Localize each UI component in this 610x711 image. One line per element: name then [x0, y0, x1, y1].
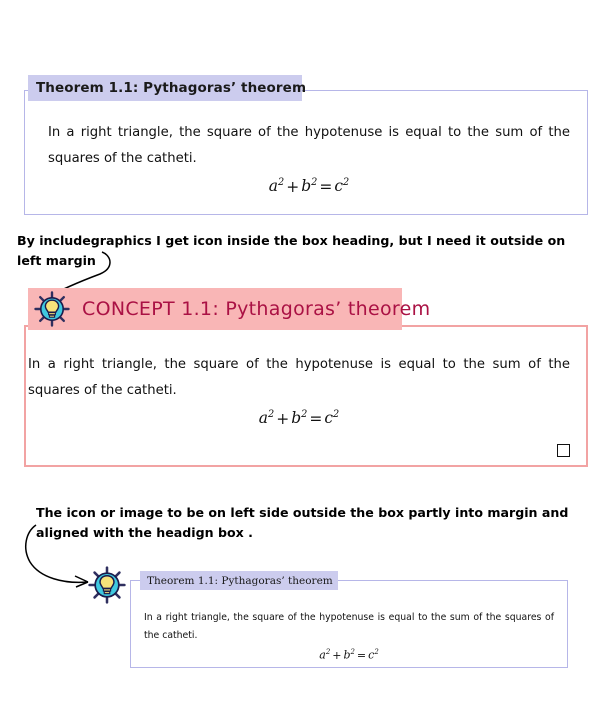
- annotation-note-1-text: By includegraphics I get icon inside the box heading, but I need it outside on left margin: [17, 233, 566, 268]
- concept-box-2-text-line-2: squares of the catheti.: [28, 382, 177, 398]
- lightbulb-idea-icon: [34, 291, 70, 327]
- formula-equals: =: [319, 177, 333, 196]
- theorem-box-3-text-line-1: In a right triangle, the square of the hypotenuse is equal to the sum of the: [144, 612, 502, 623]
- formula-term-c: c: [324, 409, 334, 428]
- formula-term-b: b: [343, 648, 351, 662]
- concept-box-2-text-line-1: In a right triangle, the square of the hypotenuse is equal to the sum of the: [28, 357, 570, 372]
- formula-exp-c: 2: [374, 648, 379, 657]
- annotation-note-2-line-1: The icon or image to be on left side outside the box partly into margin and: [36, 505, 569, 520]
- concept-box-2-heading: [28, 288, 431, 330]
- formula-exp-a: 2: [267, 409, 275, 421]
- annotation-note-2-line-2: aligned with the headign box .: [36, 524, 253, 540]
- formula-term-a: a: [319, 648, 326, 662]
- theorem-box-1-heading-label: Theorem 1.1: Pythagoras’ theorem: [36, 80, 307, 96]
- formula-exp-c: 2: [333, 409, 340, 421]
- concept-box-2-text: [28, 352, 570, 403]
- theorem-box-3-heading-label: Theorem 1.1: Pythagoras’ theorem: [147, 574, 333, 587]
- lightbulb-idea-icon-margin: [88, 566, 126, 604]
- theorem-box-1-formula: [48, 177, 570, 195]
- formula-exp-b: 2: [350, 648, 355, 657]
- theorem-box-3-text-line-2: squares of the catheti.: [144, 612, 554, 641]
- annotation-note-1: [17, 231, 593, 270]
- formula-plus: +: [276, 409, 290, 428]
- qed-end-of-proof-marker: [557, 444, 570, 457]
- formula-term-b: b: [291, 409, 302, 428]
- formula-exp-b: 2: [301, 409, 308, 421]
- formula-plus: +: [286, 177, 300, 196]
- annotation-note-2: [36, 503, 576, 542]
- concept-box-2-heading-label: CONCEPT 1.1: Pythagoras’ theorem: [82, 298, 431, 320]
- formula-exp-b: 2: [311, 177, 318, 189]
- formula-term-c: c: [368, 648, 375, 662]
- formula-exp-c: 2: [343, 177, 350, 189]
- theorem-box-3-text: [144, 609, 554, 644]
- concept-box-2-body: [28, 352, 570, 428]
- theorem-box-3-heading: [140, 571, 338, 590]
- formula-equals: =: [309, 409, 323, 428]
- theorem-box-1-text: [48, 120, 570, 171]
- formula-term-a: a: [268, 177, 278, 196]
- formula-exp-a: 2: [325, 648, 331, 657]
- formula-equals: =: [356, 648, 367, 662]
- formula-term-b: b: [301, 177, 312, 196]
- formula-term-c: c: [334, 177, 344, 196]
- theorem-box-1-heading: [28, 75, 307, 101]
- theorem-box-3-formula: [144, 648, 554, 662]
- theorem-box-1-text-line-2: squares of the catheti.: [48, 150, 197, 166]
- theorem-box-1-body: [48, 120, 570, 196]
- theorem-box-1-text-line-1: In a right triangle, the square of the hypotenuse is equal to the sum of the: [48, 125, 570, 140]
- theorem-box-3-body: [144, 609, 554, 662]
- formula-plus: +: [332, 648, 342, 662]
- concept-box-2-formula: [28, 409, 570, 427]
- formula-term-a: a: [258, 409, 268, 428]
- formula-exp-a: 2: [277, 177, 285, 189]
